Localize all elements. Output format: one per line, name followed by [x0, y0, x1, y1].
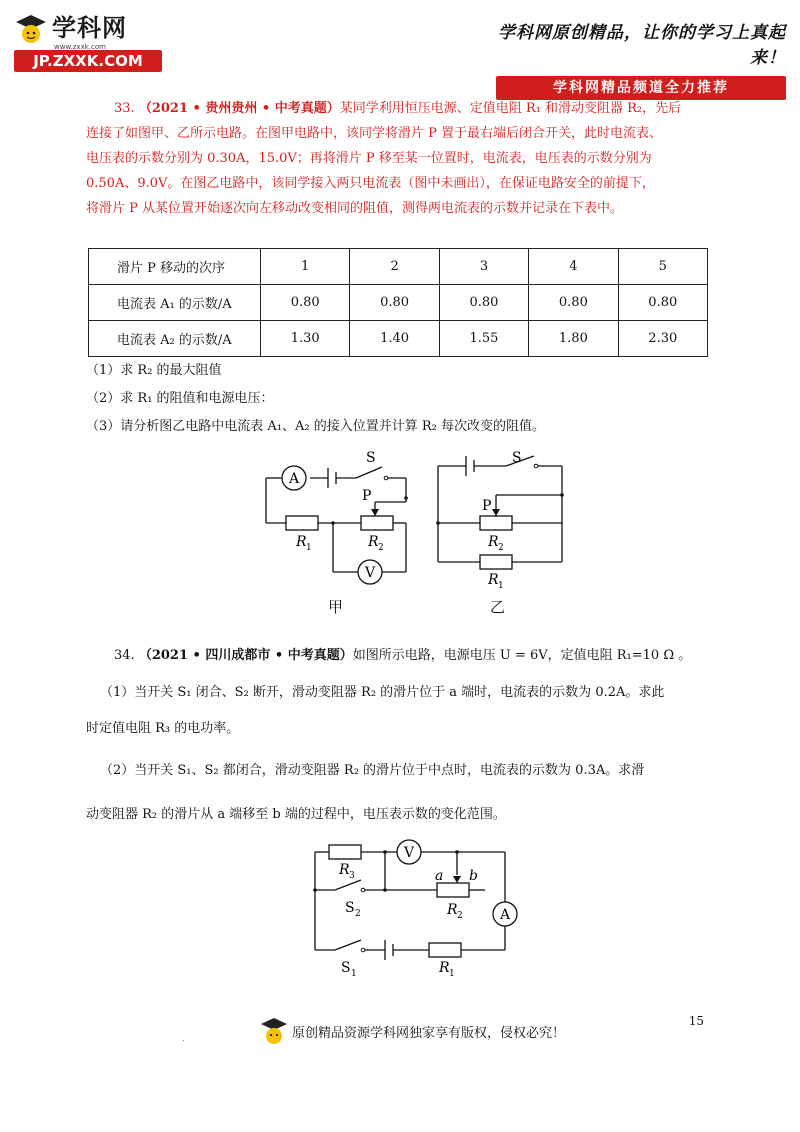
figure-caption-a: 甲 — [328, 598, 344, 616]
circuit-diagram-a — [258, 450, 428, 620]
r1-sub-q34: 1 — [449, 969, 455, 979]
footer — [260, 1016, 565, 1046]
q34-sub1-line1: （1）当开关 S₁ 闭合、S₂ 断开，滑动变阻器 R₂ 的滑片位于 a 端时，电流表的示数为 0.2A。求此 — [100, 685, 665, 700]
table-cell: 1.30 — [261, 321, 350, 357]
table-cell: 5 — [618, 249, 707, 285]
q34-source: （2021 • 四川成都市 • 中考真题） — [138, 648, 353, 663]
ammeter-label-q34: A — [499, 907, 511, 923]
recommend-banner: 学科网精品频道全力推荐 — [496, 76, 786, 100]
q33-number: 33. — [114, 101, 135, 116]
q34-intro: 如图所示电路，电源电压 U = 6V，定值电阻 R₁=10 Ω 。 — [352, 648, 692, 663]
circuit-q34-svg — [305, 832, 525, 982]
circuit-b-svg — [430, 450, 580, 620]
r3-sub: 3 — [349, 871, 355, 881]
r2-label-q34: R — [447, 902, 458, 918]
q34-text — [86, 643, 706, 669]
table-cell: 0.80 — [350, 285, 439, 321]
circuit-a-svg — [258, 450, 428, 620]
switch-label-b: S — [512, 450, 522, 466]
voltmeter-label: V — [364, 565, 376, 581]
slider-label: P — [362, 488, 372, 504]
graduation-cap-mascot-icon — [14, 12, 48, 46]
r2-sub: 2 — [378, 543, 384, 553]
r2-label: R — [368, 534, 379, 550]
s1-sub: 1 — [351, 969, 357, 979]
table-cell: 0.80 — [529, 285, 618, 321]
page-number: 15 — [688, 1014, 704, 1028]
q33-line2: 连接了如图甲、乙所示电路。在图甲电路中，该同学将滑片 P 置于最右端后闭合开关，此时电流表、 — [86, 126, 663, 141]
circuit-diagram-q34 — [305, 832, 525, 982]
r3-label: R — [339, 862, 350, 878]
r1-label-b: R — [488, 572, 499, 588]
slogan: 学科网原创精品，让你的学习上真起来！ — [498, 23, 786, 68]
copyright-text: 原创精品资源学科网独家享有版权，侵权必究！ — [292, 1025, 566, 1041]
s1-label: S — [341, 960, 351, 976]
circuit-diagram-b — [430, 450, 580, 620]
s2-sub: 2 — [355, 909, 361, 919]
switch-label: S — [366, 450, 376, 466]
r2-sub-q34: 2 — [457, 911, 463, 921]
table-cell: 3 — [439, 249, 528, 285]
q33-sub1: （1）求 R₂ 的最大阻值 — [86, 363, 222, 378]
s2-label: S — [345, 900, 355, 916]
table-cell: 2 — [350, 249, 439, 285]
q34-sub1-line2: 时定值电阻 R₃ 的电功率。 — [86, 721, 240, 736]
site-logo — [14, 10, 164, 74]
q34-sub2-line2: 动变阻器 R₂ 的滑片从 a 端移至 b 端的过程中，电压表示数的变化范围。 — [86, 807, 506, 822]
q34-sub2-line1: （2）当开关 S₁、S₂ 都闭合，滑动变阻器 R₂ 的滑片位于中点时，电流表的示数为 0.3A。求滑 — [100, 763, 645, 778]
table-cell: 0.80 — [618, 285, 707, 321]
r1-sub: 1 — [306, 543, 312, 553]
voltmeter-label-q34: V — [403, 845, 415, 861]
footer-dot: . — [182, 1034, 185, 1043]
measurement-table — [88, 248, 708, 357]
table-row — [89, 321, 708, 357]
r2-label-b: R — [488, 534, 499, 550]
q34-sub1 — [86, 680, 706, 742]
q33-sub2: （2）求 R₁ 的阻值和电源电压： — [86, 391, 274, 406]
table-cell: 1 — [261, 249, 350, 285]
table-cell: 0.80 — [439, 285, 528, 321]
graduation-cap-mascot-icon — [260, 1016, 288, 1046]
q33-subquestions — [86, 357, 706, 441]
q33-line3: 电压表的示数分别为 0.30A，15.0V；再将滑片 P 移至某一位置时，电流表，电压表的示数分别为 — [86, 151, 652, 166]
terminal-a-label: a — [435, 868, 444, 884]
q34-number: 34. — [114, 648, 135, 663]
logo-domain: JP.ZXXK.COM — [14, 50, 162, 72]
table-row — [89, 285, 708, 321]
q33-line4: 0.50A、9.0V。在图乙电路中，该同学接入两只电流表（图中未画出），在保证电路安全的前提下， — [86, 176, 655, 191]
table-cell: 4 — [529, 249, 618, 285]
table-cell: 1.80 — [529, 321, 618, 357]
q34-sub2 — [86, 758, 706, 828]
table-cell: 2.30 — [618, 321, 707, 357]
q33-line1: 某同学利用恒压电源、定值电阻 R₁ 和滑动变阻器 R₂，先后 — [339, 101, 682, 116]
logo-text: 学科网 — [52, 13, 127, 42]
r1-sub-b: 1 — [498, 581, 504, 591]
table-cell: 1.55 — [439, 321, 528, 357]
slider-label-b: P — [482, 498, 492, 514]
q33-source: （2021 • 贵州贵州 • 中考真题） — [138, 101, 340, 116]
q33-sub3: （3）请分析图乙电路中电流表 A₁、A₂ 的接入位置并计算 R₂ 每次改变的阻值。 — [86, 419, 545, 434]
table-cell: 0.80 — [261, 285, 350, 321]
table-cell: 1.40 — [350, 321, 439, 357]
ammeter-label: A — [288, 471, 300, 487]
table-row — [89, 249, 708, 285]
r1-label-q34: R — [439, 960, 450, 976]
table-row-label: 电流表 A₂ 的示数/A — [89, 321, 261, 357]
table-header-label: 滑片 P 移动的次序 — [89, 249, 261, 285]
logo-sub: www.zxxk.com — [54, 42, 106, 51]
header-right — [496, 18, 786, 100]
q33-text — [86, 96, 706, 221]
q33-line5: 将滑片 P 从某位置开始逐次向左移动改变相同的阻值，测得两电流表的示数并记录在下表中。 — [86, 201, 624, 216]
figure-caption-b: 乙 — [490, 598, 506, 616]
r2-sub-b: 2 — [498, 543, 504, 553]
table-row-label: 电流表 A₁ 的示数/A — [89, 285, 261, 321]
terminal-b-label: b — [469, 868, 478, 884]
r1-label: R — [296, 534, 307, 550]
